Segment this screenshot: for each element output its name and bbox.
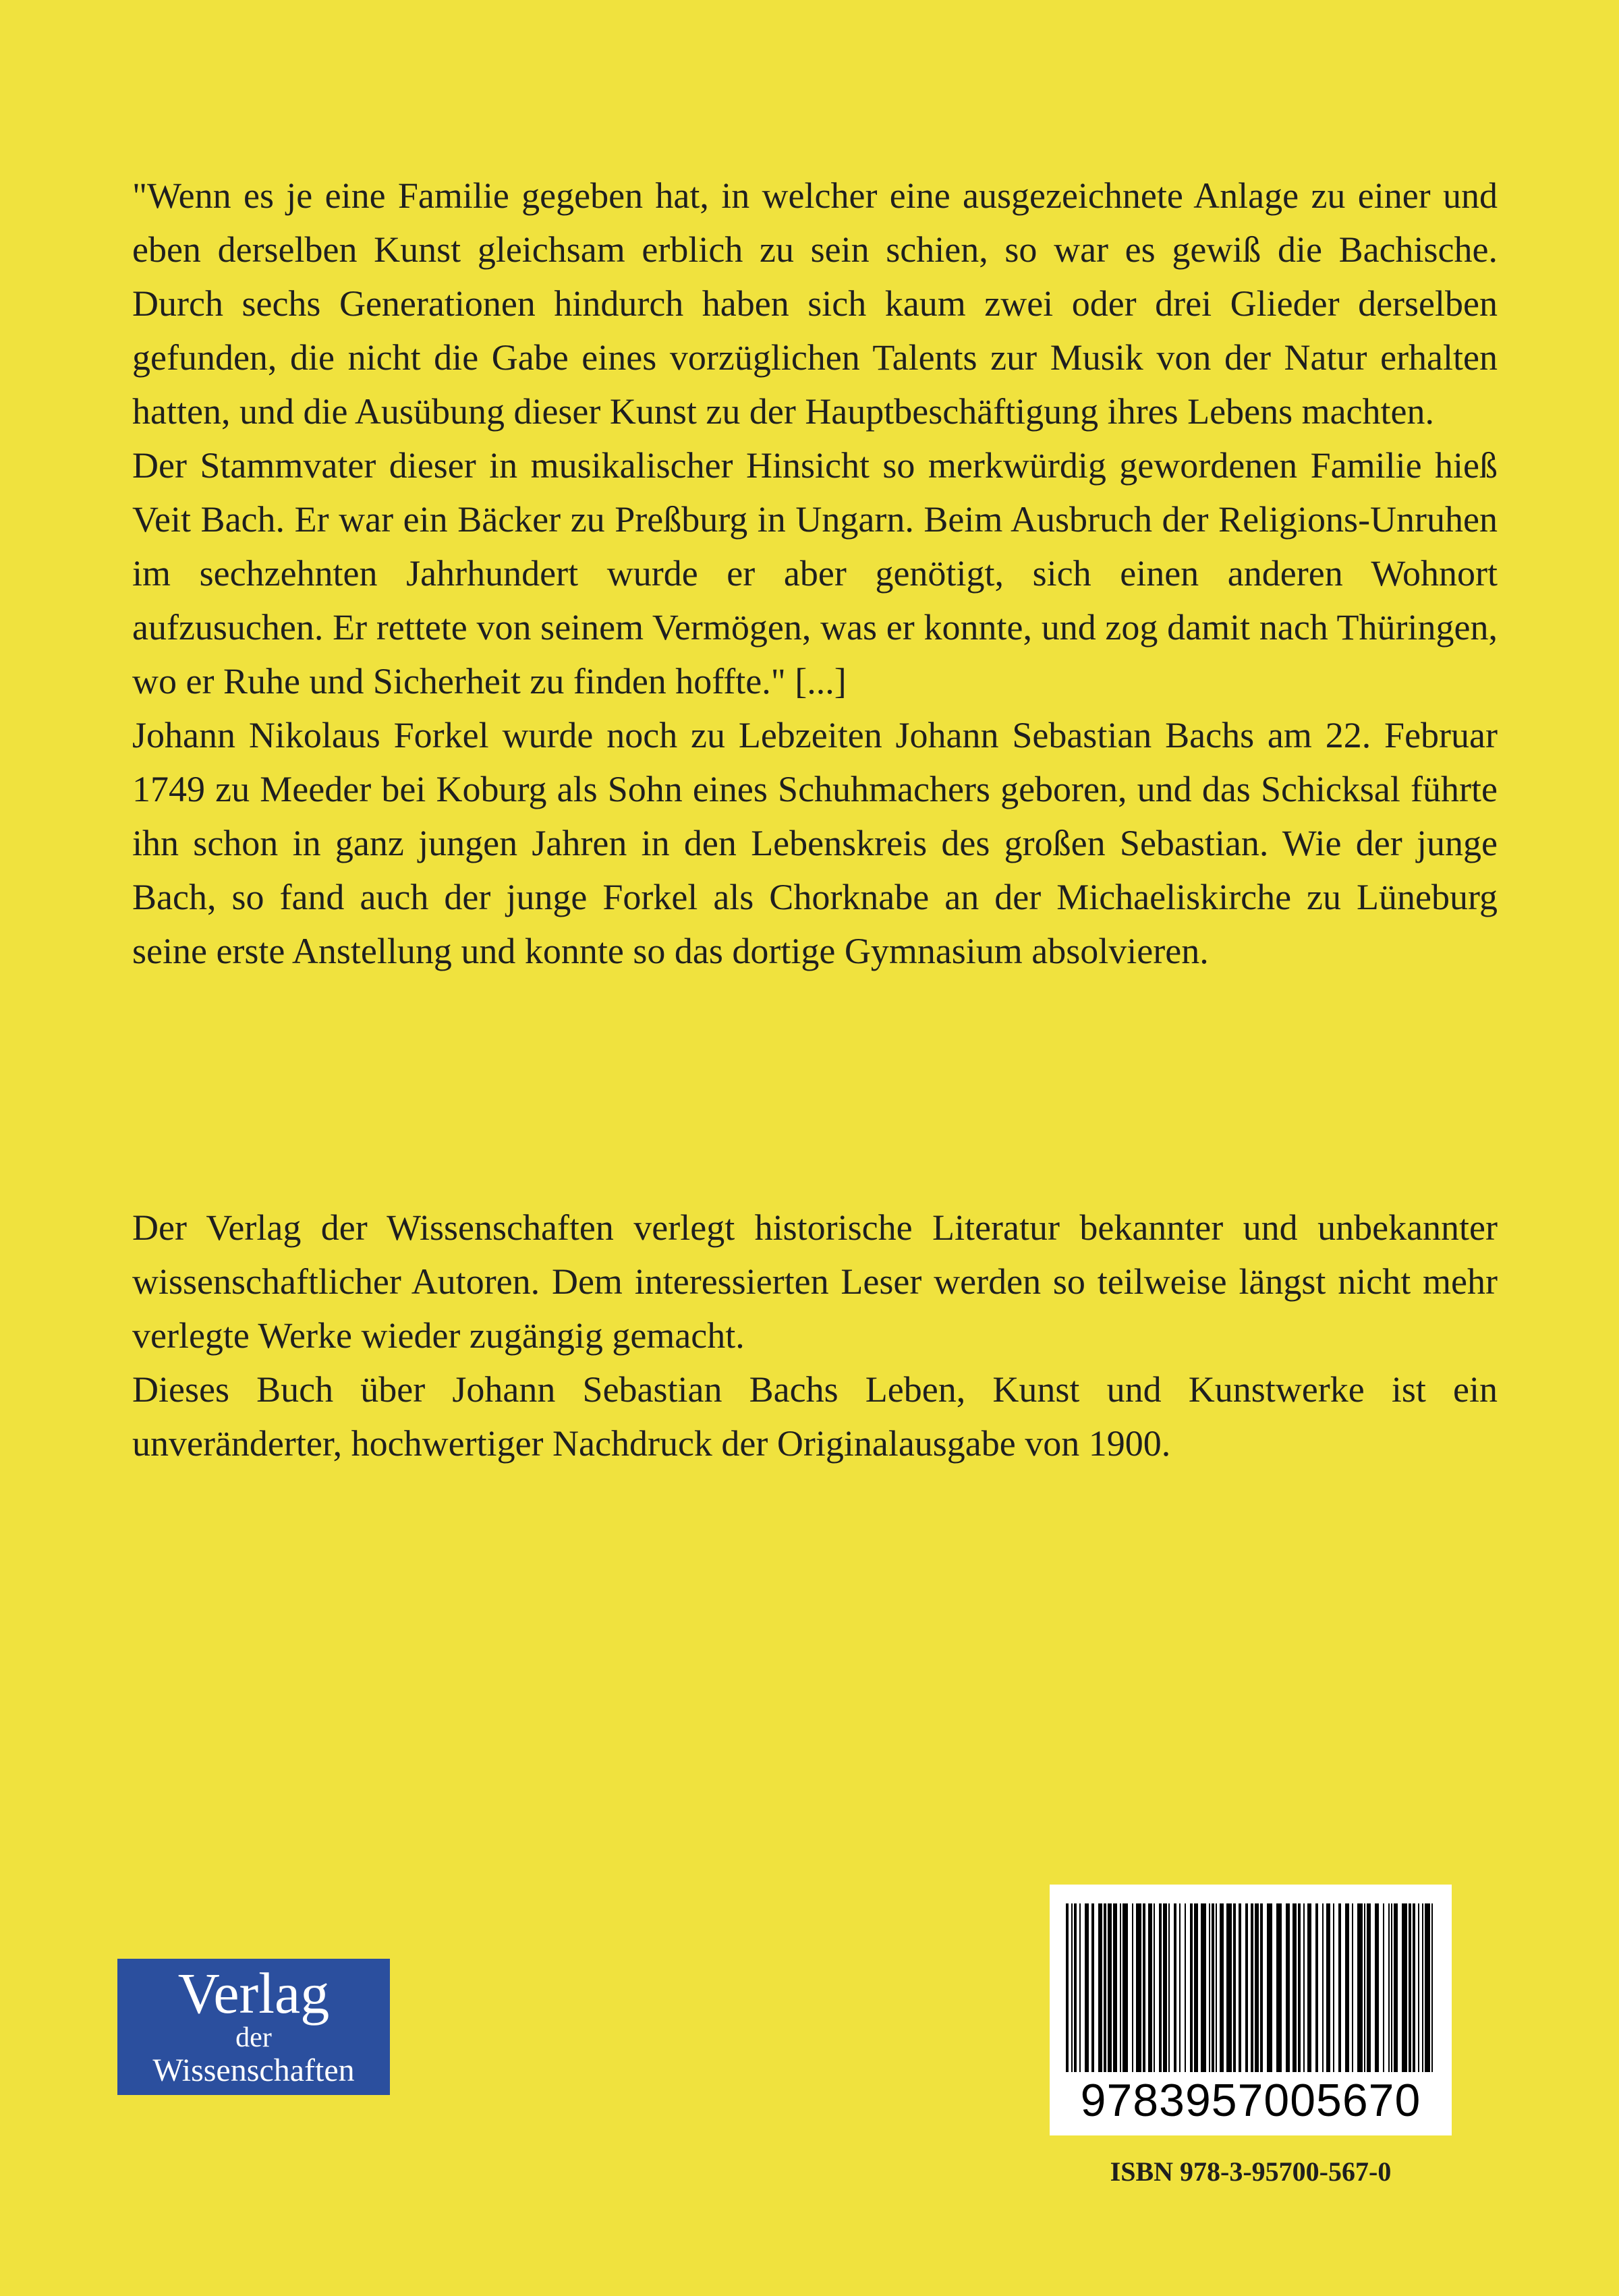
barcode-bar (1286, 1903, 1290, 2072)
barcode-bar (1367, 1903, 1371, 2072)
barcode-bar (1185, 1903, 1186, 2072)
barcode-bar (1074, 1903, 1077, 2072)
barcode-bar (1159, 1903, 1162, 2072)
barcode-bar (1194, 1903, 1198, 2072)
barcode-bar (1402, 1903, 1407, 2072)
barcode-bar (1245, 1903, 1248, 2072)
barcode-bar (1338, 1903, 1341, 2072)
barcode-bar (1388, 1903, 1390, 2072)
barcode-digits: 9783957005670 (1080, 2075, 1421, 2126)
barcode-bar (1148, 1903, 1152, 2072)
barcode-bar (1120, 1903, 1121, 2072)
barcode (1050, 1885, 1452, 2135)
paragraph: Der Verlag der Wissenschaften verlegt historische Literatur bekannter und unbekannter wissenschaftlicher Autoren. Dem interessierten Leser werden so teilweise längst nicht mehr verlegte Werke wieder zugängig gemacht. (132, 1207, 1498, 1356)
barcode-bar (1333, 1903, 1334, 2072)
barcode-bar (1123, 1903, 1128, 2072)
barcode-bar (1220, 1903, 1224, 2072)
barcode-bar (1322, 1903, 1324, 2072)
publisher-text-block (132, 1201, 1498, 1470)
barcode-bar (1233, 1903, 1236, 2072)
barcode-bar (1357, 1903, 1363, 2072)
barcode-bar (1136, 1903, 1141, 2072)
barcode-bar (1066, 1903, 1069, 2072)
barcode-bar (1216, 1903, 1217, 2072)
barcode-bar (1425, 1903, 1430, 2072)
barcode-bar (1251, 1903, 1253, 2072)
barcode-bar (1326, 1903, 1330, 2072)
quote-text-block (132, 169, 1498, 978)
barcode-bar (1375, 1903, 1379, 2072)
barcode-bar (1113, 1903, 1117, 2072)
barcode-bar (1108, 1903, 1112, 2072)
barcode-bar (1104, 1903, 1106, 2072)
barcode-bar (1352, 1903, 1353, 2072)
publisher-logo (117, 1959, 390, 2095)
barcode-bar (1260, 1903, 1263, 2072)
barcode-bar (1431, 1903, 1433, 2072)
barcode-bar (1303, 1903, 1305, 2072)
barcode-bar (1394, 1903, 1398, 2072)
barcode-bar (1298, 1903, 1301, 2072)
barcode-bar (1345, 1903, 1349, 2072)
barcode-bar (1276, 1903, 1282, 2072)
barcode-bar (1255, 1903, 1259, 2072)
barcode-bar (1174, 1903, 1176, 2072)
barcode-bar (1391, 1903, 1392, 2072)
barcode-bar (1168, 1903, 1170, 2072)
logo-line: der (235, 2022, 272, 2053)
barcode-bar (1098, 1903, 1102, 2072)
barcode-bar (1315, 1903, 1318, 2072)
barcode-bar (1364, 1903, 1365, 2072)
barcode-bar (1307, 1903, 1311, 2072)
barcode-bar (1212, 1903, 1214, 2072)
barcode-bar (1293, 1903, 1297, 2072)
barcode-bar (1071, 1903, 1073, 2072)
paragraph: Der Stammvater dieser in musikalischer Hinsicht so merkwürdig gewordenen Familie hieß Veit Bach. Er war ein Bäcker zu Preßburg in Ungarn. Beim Ausbruch der Religions-Unruhen im sechzehnten Jahrhundert wurde er aber genötigt, sich einen anderen Wohnort aufzusuchen. Er rettete von seinem Vermögen, was er konnte, und zog damit nach Thüringen, wo er Ruhe und Sicherheit zu finden hoffte." [...] (132, 445, 1498, 701)
barcode-bar (1409, 1903, 1411, 2072)
barcode-bar (1190, 1903, 1193, 2072)
barcode-bar (1132, 1903, 1133, 2072)
paragraph: Johann Nikolaus Forkel wurde noch zu Lebzeiten Johann Sebastian Bachs am 22. Februar 1749 zu Meeder bei Koburg als Sohn eines Schuhmachers geboren, und das Schicksal führte ihn schon in ganz jungen Jahren in den Lebenskreis des großen Sebastian. Wie der junge Bach, so fand auch der junge Forkel als Chorknabe an der Michaeliskirche zu Lüneburg seine erste Anstellung und konnte so das dortige Gymnasium absolvieren. (132, 715, 1498, 971)
barcode-bar (1413, 1903, 1415, 2072)
barcode-bar (1163, 1903, 1167, 2072)
barcode-bar (1091, 1903, 1094, 2072)
paragraph: "Wenn es je eine Familie gegeben hat, in welcher eine ausgezeichnete Anlage zu einer und eben derselben Kunst gleichsam erblich zu sein schien, so war es gewiß die Bachische. Durch sechs Generationen hindurch haben sich kaum zwei oder drei Glieder derselben gefunden, die nicht die Gabe eines vorzüglichen Talents zur Musik von der Natur erhalten hatten, und die Ausübung dieser Kunst zu der Hauptbeschäftigung ihres Lebens machten. (132, 175, 1498, 432)
barcode-bar (1418, 1903, 1419, 2072)
barcode-bar (1267, 1903, 1272, 2072)
logo-line: Verlag (177, 1961, 330, 2026)
barcode-bar (1179, 1903, 1181, 2072)
logo-line: Wissenschaften (152, 2053, 355, 2088)
barcode-bar (1085, 1903, 1089, 2072)
barcode-bar (1079, 1903, 1081, 2072)
barcode-bar (1383, 1903, 1384, 2072)
barcode-bar (1201, 1903, 1206, 2072)
barcode-bar (1154, 1903, 1155, 2072)
barcode-bar (1226, 1903, 1232, 2072)
isbn-label: ISBN 978-3-95700-567-0 (1110, 2156, 1392, 2187)
barcode-bar (1143, 1903, 1145, 2072)
barcode-bar (1422, 1903, 1423, 2072)
barcode-bars (1066, 1903, 1436, 2072)
paragraph: Dieses Buch über Johann Sebastian Bachs Leben, Kunst und Kunstwerke ist ein unveränderter, hochwertiger Nachdruck der Originalausgabe von 1900. (132, 1369, 1498, 1464)
barcode-bar (1209, 1903, 1210, 2072)
barcode-bar (1239, 1903, 1241, 2072)
